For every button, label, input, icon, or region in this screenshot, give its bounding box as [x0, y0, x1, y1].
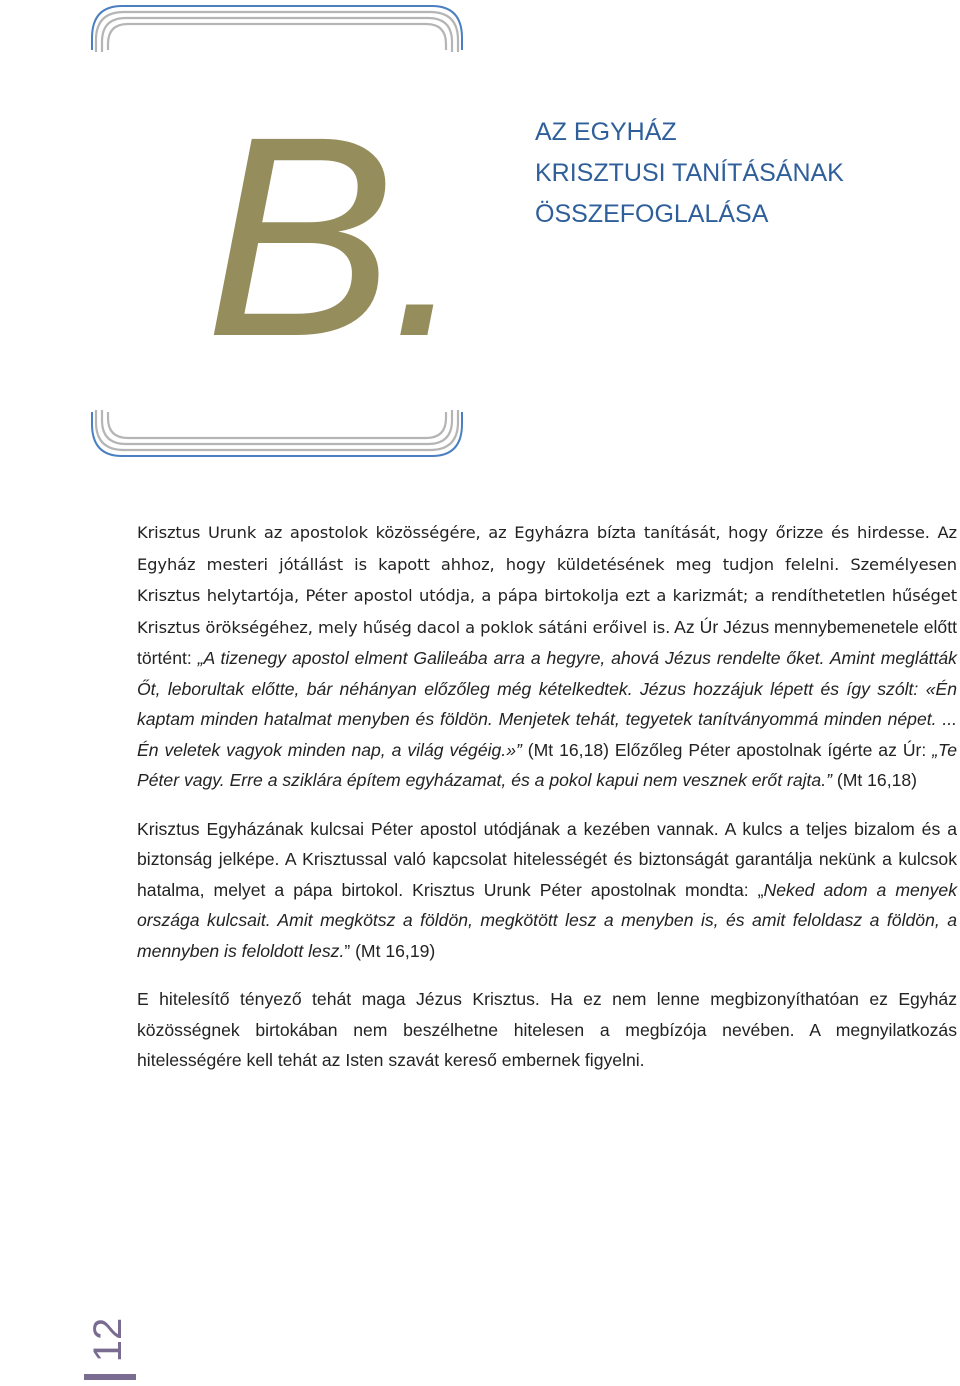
paragraph [137, 517, 957, 796]
chapter-title-line: KRISZTUSI TANÍTÁSÁNAK [535, 159, 844, 187]
text-segment: Neked adom a menyek országa kulcsait. Amit megkötsz a földön, megkötött lesz a menyben is, és amit feloldasz a földön, a mennyben is feloldott lesz. [137, 879, 957, 961]
text-segment: ” (Mt 16,19) [344, 940, 436, 961]
paragraph [137, 814, 957, 967]
text-segment: „A tizenegy apostol elment Galileába arra a hegyre, ahová Jézus rendelte őket. Amint meglátták Őt, leborultak előtte, bár néhányan előzőleg még kételkedtek. Jézus hozzájuk lépett és így szólt: «Én kaptam minden hatalmat menyben és földön. Menjetek tehát, tegyetek tanítványommá minden népet. ... Én veletek vagyok minden nap, a világ végéig.»” [137, 648, 957, 760]
text-segment: Az Úr Jézus mennybemenetele előtt történt: [137, 616, 957, 668]
paragraph [137, 984, 957, 1076]
chapter-letter: B. [205, 78, 463, 396]
decorative-frame-bottom [0, 0, 960, 470]
page-number-bar [84, 1374, 136, 1380]
text-segment: (Mt 16,18) Előzőleg Péter apostolnak ígérte az Úr: [521, 739, 933, 760]
body-text [137, 517, 957, 1094]
text-segment: E hitelesítő tényező tehát maga Jézus Krisztus. Ha ez nem lenne megbizonyíthatóan ez Egyház közösségnek birtokában nem beszélhetne hitelesen a megbízója nevében. A megnyilatkozás hitelességére kell tehát az Isten szavát kereső embernek figyelni. [137, 989, 957, 1070]
text-segment: „Te Péter vagy. Erre a sziklára építem egyházamat, és a pokol kapui nem vesznek erőt rajta.” [137, 739, 957, 790]
text-segment: (Mt 16,18) [831, 770, 918, 790]
text-segment: Krisztus Urunk az apostolok közösségére, az Egyházra bízta tanítását, hogy őrizze és hirdesse. Az Egyház mesteri jótállást is kapott ahhoz, hogy küldetésének meg tudjon felelni. Személyesen Krisztus helytartója, Péter apostol utódja, a pápa birtokolja ezt a karizmát; a rendíthetetlen hűséget Krisztus örökségéhez, mely hűség dacol a poklok sátáni erőivel is. [137, 523, 957, 637]
text-segment: Krisztus Egyházának kulcsai Péter apostol utódjának a kezében vannak. A kulcs a teljes bizalom és a biztonság jelképe. A Krisztussal való kapcsolat hitelességét és biztonságát garantálja nekünk a kulcsok hatalma, melyet a pápa birtokol. Krisztus Urunk Péter apostolnak mondta: „ [137, 818, 957, 900]
chapter-title-line: AZ EGYHÁZ [535, 118, 677, 146]
chapter-title-line: ÖSSZEFOGLALÁSA [535, 200, 769, 228]
page-number: 12 [86, 1317, 130, 1363]
